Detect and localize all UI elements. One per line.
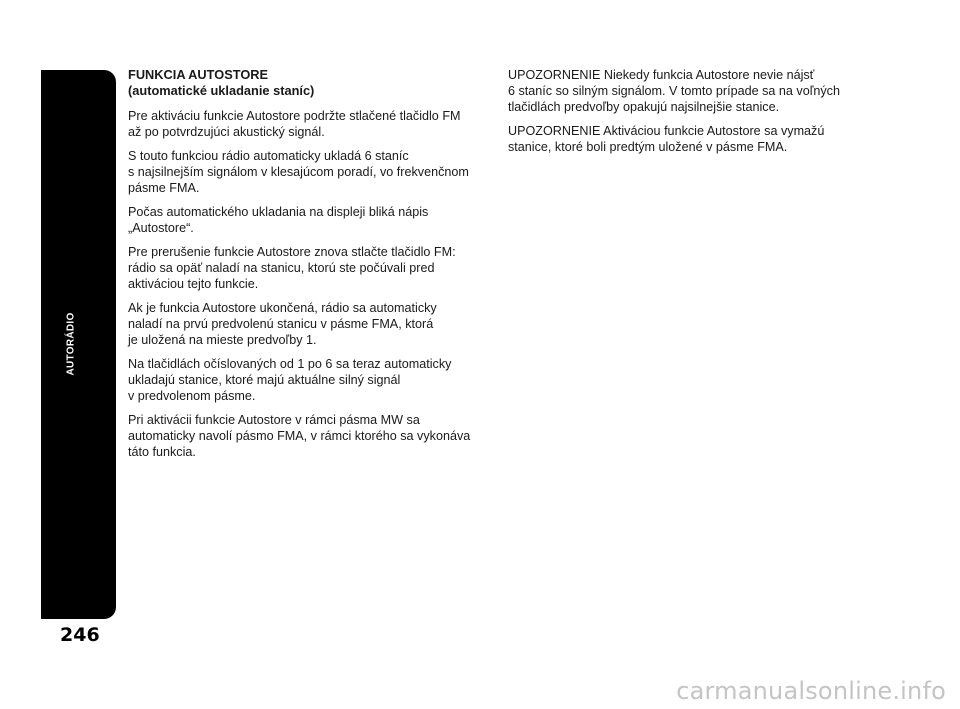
paragraph: S touto funkciou rádio automaticky ukladá 6 staníc s najsilnejším signálom v klesajúcom poradí, vo frekvenčnom pásme FMA. (128, 149, 469, 195)
left-column (128, 67, 483, 468)
paragraph: Pre prerušenie funkcie Autostore znova stlačte tlačidlo FM: rádio sa opäť naladí na stanicu, ktorú ste počúvali pred aktiváciou tejto funkcie. (128, 245, 456, 291)
paragraph: Pri aktivácii funkcie Autostore v rámci pásma MW sa automaticky navolí pásmo FMA, v rámci ktorého sa vykonáva táto funkcia. (128, 413, 471, 459)
paragraph: Na tlačidlách očíslovaných od 1 po 6 sa teraz automaticky ukladajú stanice, ktoré majú aktuálne silný signál v predvolenom pásme. (128, 357, 452, 403)
section-side-tab (41, 70, 116, 619)
watermark: carmanualsonline.info (676, 677, 946, 705)
section-label: AUTORÁDIO (65, 312, 77, 376)
paragraph: Ak je funkcia Autostore ukončená, rádio sa automaticky naladí na prvú predvolenú stanicu v pásme FMA, ktorá je uložená na mieste predvoľby 1. (128, 301, 437, 347)
section-heading: FUNKCIA AUTOSTORE (automatické ukladanie staníc) (128, 67, 315, 98)
paragraph: Počas automatického ukladania na displeji bliká nápis „Autostore“. (128, 205, 429, 235)
warning-note: UPOZORNENIE Aktiváciou funkcie Autostore sa vymažú stanice, ktoré boli predtým uložené v pásme FMA. (508, 124, 825, 154)
warning-note: UPOZORNENIE Niekedy funkcia Autostore nevie nájsť 6 staníc so silným signálom. V tomto prípade sa na voľných tlačidlách predvoľby opakujú najsilnejšie stanice. (508, 68, 840, 114)
right-column (508, 67, 868, 163)
page-number: 246 (60, 624, 100, 646)
paragraph: Pre aktiváciu funkcie Autostore podržte stlačené tlačidlo FM až po potvrdzujúci akustický signál. (128, 109, 461, 139)
